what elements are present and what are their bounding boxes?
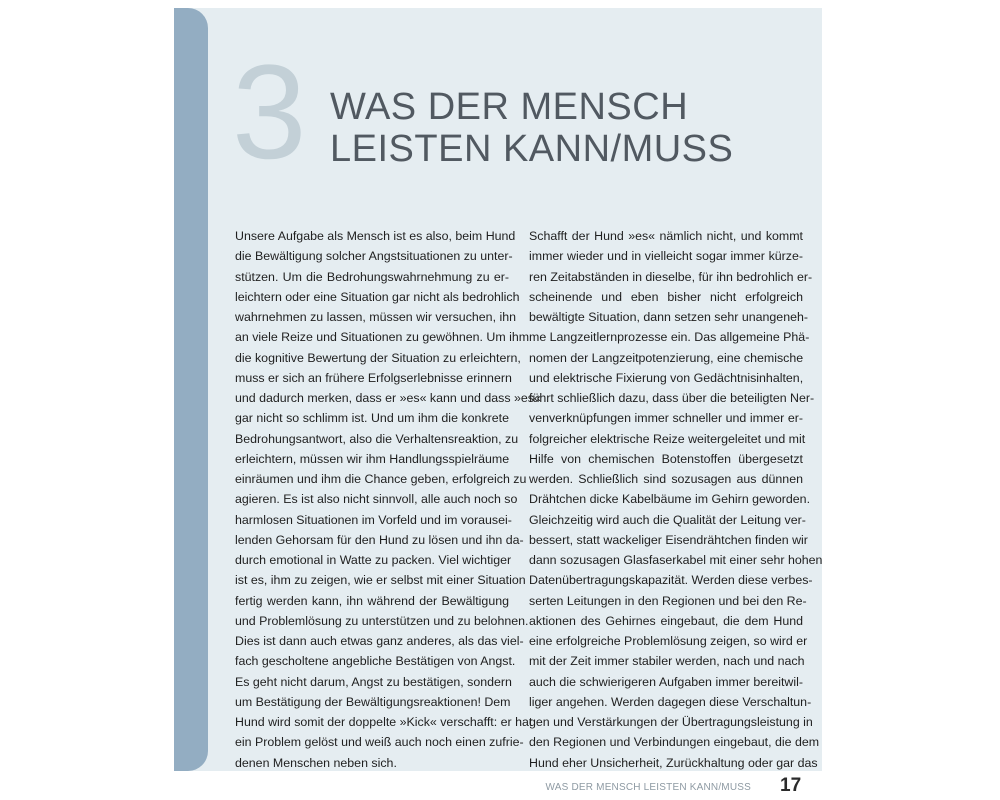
text-line: serten Leitungen in den Regionen und bei den Re- (529, 593, 807, 608)
decorative-side-bar (174, 8, 208, 771)
text-line: eine erfolgreiche Problemlösung zeigen, so wird er (529, 634, 808, 648)
text-line: dann sozusagen Glasfaserkabel mit einer sehr hohen (529, 553, 823, 567)
text-line: mit der Zeit immer stabiler werden, nach und nach (529, 654, 805, 669)
text-line: die Bewältigung solcher Angstsituationen zu unter- (235, 249, 513, 264)
text-line: Hilfe von chemischen Botenstoffen übergesetzt (529, 451, 803, 466)
text-line: Es geht nicht darum, Angst zu bestätigen, sondern (235, 674, 512, 689)
text-line: einräumen und ihm die Chance geben, erfolgreich zu (235, 472, 527, 486)
text-line: Hund wird somit der doppelte »Kick« verschafft: er hat (235, 715, 533, 729)
chapter-number: 3 (232, 38, 305, 187)
text-line: durch emotional in Watte zu packen. Viel wichtiger (235, 553, 512, 567)
text-line: immer wieder und in vielleicht sogar immer kürze- (529, 249, 803, 264)
text-line: bewältigte Situation, dann setzen sehr unangeneh- (529, 310, 808, 324)
text-line: liger angehen. Werden dagegen diese Verschaltun- (529, 694, 812, 709)
text-line: die kognitive Bewertung der Situation zu erleichtern, (235, 350, 521, 365)
chapter-title-line: LEISTEN KANN/MUSS (330, 128, 734, 170)
text-line: bessert, statt wackeliger Eisendrähtchen finden wir (529, 532, 808, 547)
text-line: scheinende und eben bisher nicht erfolgreich (529, 289, 803, 304)
text-line: fertig werden kann, ihn während der Bewältigung (235, 593, 509, 608)
text-line: und elektrische Fixierung von Gedächtnisinhalten, (529, 370, 804, 385)
text-line: folgreicher elektrische Reize weitergeleitet und mit (529, 431, 806, 446)
text-line: an viele Reize und Situationen zu gewöhnen. Um ihm (235, 330, 530, 345)
text-line: me Langzeitlernprozesse ein. Das allgemeine Phä- (529, 330, 810, 345)
text-line: Gleichzeitig wird auch die Qualität der Leitung ver- (529, 512, 806, 527)
text-line: ein Problem gelöst und weiß auch noch einen zufrie- (235, 735, 524, 750)
text-line: Datenübertragungskapazität. Werden diese verbes- (529, 573, 813, 588)
text-line: gen und Verstärkungen der Übertragungsleistung in (529, 715, 813, 729)
text-line: stützen. Um die Bedrohungswahrnehmung zu er- (235, 269, 509, 284)
text-line: Schafft der Hund »es« nämlich nicht, und kommt (529, 229, 803, 243)
text-line: den Regionen und Verbindungen eingebaut, die dem (529, 735, 820, 750)
chapter-title-line: WAS DER MENSCH (330, 86, 689, 128)
text-line: muss er sich an frühere Erfolgserlebnisse erinnern (235, 370, 512, 385)
body-column-left (235, 226, 541, 773)
text-line: Unsere Aufgabe als Mensch ist es also, beim Hund (235, 229, 516, 243)
text-line: wahrnehmen zu lassen, müssen wir versuchen, ihn (235, 310, 516, 324)
text-line: Bedrohungsantwort, also die Verhaltensreaktion, zu (235, 431, 519, 446)
text-line: aktionen des Gehirnes eingebaut, die dem Hund (529, 613, 803, 628)
text-line: lenden Gehorsam für den Hund zu lösen und ihn da- (235, 532, 524, 547)
text-line: erleichtern, müssen wir ihm Handlungsspielräume (235, 451, 510, 466)
text-line: gar nicht so schlimm ist. Und um ihm die konkrete (235, 411, 509, 426)
text-line: Dies ist dann auch etwas ganz anderes, als das viel- (235, 634, 524, 648)
text-line: ren Zeitabständen in dieselbe, für ihn bedrohlich er- (529, 269, 813, 284)
text-line: führt schließlich dazu, dass über die beteiligten Ner- (529, 391, 815, 405)
chapter-title (330, 86, 733, 170)
text-line: ist es, ihm zu zeigen, wie er selbst mit einer Situation (235, 573, 526, 588)
text-line: leichtern oder eine Situation gar nicht als bedrohlich (235, 289, 520, 304)
text-line: Hund eher Unsicherheit, Zurückhaltung oder gar das (529, 755, 818, 770)
text-line: Drähtchen dicke Kabelbäume im Gehirn geworden. (529, 492, 811, 507)
text-line: harmlosen Situationen im Vorfeld und im vorausei- (235, 512, 512, 527)
text-line: fach gescholtene angebliche Bestätigen von Angst. (235, 654, 516, 669)
text-line: werden. Schließlich sind sozusagen aus dünnen (529, 472, 803, 486)
body-column-right (529, 226, 823, 773)
running-title: WAS DER MENSCH LEISTEN KANN/MUSS (545, 782, 751, 793)
text-line: und dadurch merken, dass er »es« kann und dass »es« (235, 391, 541, 405)
page-number: 17 (780, 775, 802, 796)
text-line: um Bestätigung der Bewältigungsreaktionen! Dem (235, 694, 511, 709)
text-line: auch die schwierigeren Aufgaben immer bereitwil- (529, 674, 803, 689)
text-line: nomen der Langzeitpotenzierung, eine chemische (529, 350, 804, 365)
text-line: denen Menschen neben sich. (235, 755, 397, 770)
text-line: agieren. Es ist also nicht sinnvoll, alle auch noch so (235, 492, 518, 507)
text-line: venverknüpfungen immer schneller und immer er- (529, 411, 803, 426)
text-line: und Problemlösung zu unterstützen und zu belohnen. (235, 613, 529, 628)
